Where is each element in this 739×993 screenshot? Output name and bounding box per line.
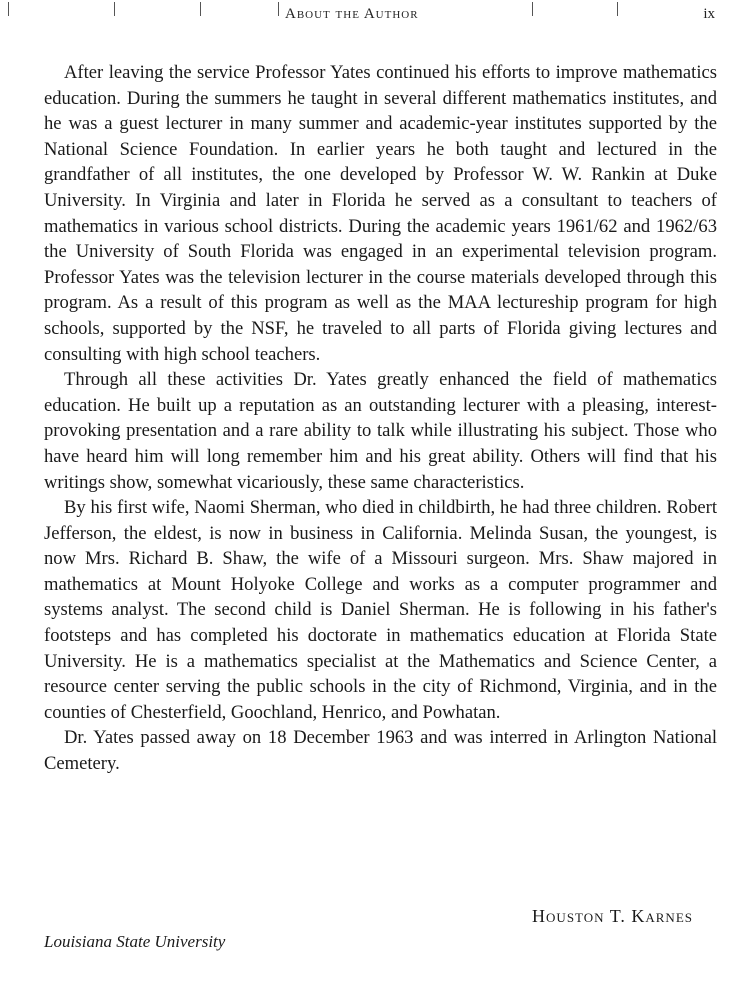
- author-affiliation: Louisiana State University: [44, 932, 226, 951]
- paragraph: Through all these activities Dr. Yates greatly enhanced the field of mathematics education. He built up a reputation as an outstanding lecturer with a pleasing, interest-provoking presentation and a rare ability to talk while illustrating his subject. Those who have heard him will long remember him and his great ability. Others will find that his writings show, somewhat vicariously, these same characteristics.: [44, 369, 717, 493]
- scan-mark: [8, 2, 9, 16]
- author-signature: Houston T. Karnes: [532, 906, 693, 926]
- scan-mark: [200, 2, 201, 16]
- scan-mark: [278, 2, 279, 16]
- scan-mark: [617, 2, 618, 16]
- page-number: ix: [703, 6, 715, 22]
- paragraph: After leaving the service Professor Yates continued his efforts to improve mathematics education. During the summers he taught in several different mathematics institutes, and he was a guest lecturer in many summer and academic-year institutes supported by the National Science Foundation. In earlier years he both taught and lectured in the grandfather of all institutes, the one developed by Professor W. W. Rankin at Duke University. In Virginia and later in Florida he served as a consultant to teachers of mathematics in various school districts. During the academic years 1961/62 and 1962/63 the University of South Florida was engaged in an experimental television program. Professor Yates was the television lecturer in the course materials developed through this program. As a result of this program as well as the MAA lectureship program for high schools, supported by the NSF, he traveled to all parts of Florida giving lectures and consulting with high school teachers.: [44, 62, 717, 365]
- paragraph: Dr. Yates passed away on 18 December 1963 and was interred in Arlington National Cemetery.: [44, 727, 717, 775]
- scan-mark: [114, 2, 115, 16]
- body-text: [44, 60, 717, 777]
- scan-mark: [532, 2, 533, 16]
- paragraph: By his first wife, Naomi Sherman, who died in childbirth, he had three children. Robert Jefferson, the eldest, is now in business in California. Melinda Susan, the youngest, is now Mrs. Richard B. Shaw, the wife of a Missouri surgeon. Mrs. Shaw majored in mathematics at Mount Holyoke College and works as a computer programmer and systems analyst. The second child is Daniel Sherman. He is following in his father's footsteps and has completed his doctorate in mathematics education at Florida State University. He is a mathematics specialist at the Mathematics and Science Center, a resource center serving the public schools in the city of Richmond, Virginia, and in the counties of Chesterfield, Goochland, Henrico, and Powhatan.: [44, 497, 717, 723]
- running-head: About the Author: [285, 6, 419, 22]
